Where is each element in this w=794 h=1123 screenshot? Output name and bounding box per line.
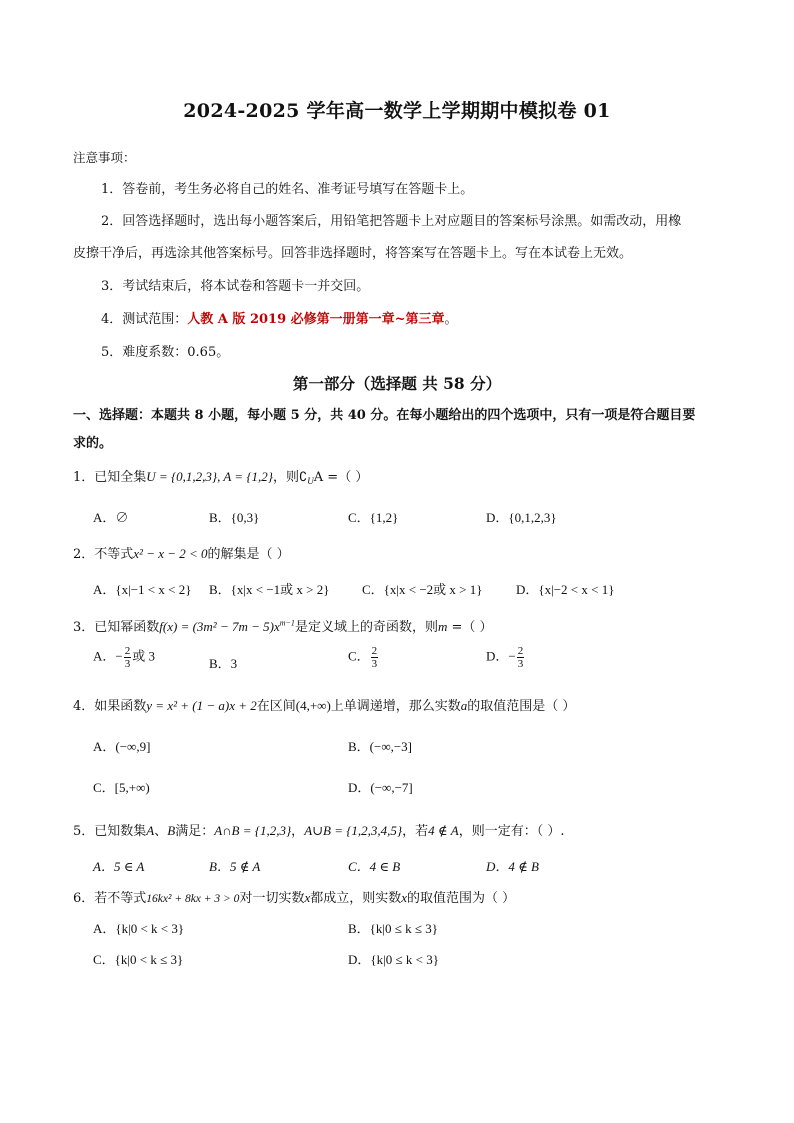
q3-text: 3．已知幂函数 (73, 620, 160, 635)
q4-text-2: 在区间 (256, 699, 296, 714)
exam-title: 2024-2025 学年高一数学上学期期中模拟卷 01 (183, 100, 611, 122)
question-2-stem (73, 543, 290, 562)
q3-a-denominator: 3 (124, 658, 131, 670)
q5-sep: 、 (154, 824, 168, 839)
notice-item-4-prefix: 4．测试范围： (101, 312, 188, 327)
q5-set-a: A (146, 823, 155, 838)
instructions-line-1: 一、选择题：本题共 8 小题，每小题 5 分，共 40 分。在每小题给出的四个选项中，只有一项是符合题目要 (73, 408, 696, 423)
test-scope-range: 人教 A 版 2019 必修第一册第一章~第三章 (187, 312, 445, 327)
q5-option-b: B．5 ∉ A (209, 859, 261, 874)
q6-inequality: 16kx² + 8kx + 3 > 0 (146, 893, 240, 905)
q3-a-numerator: 2 (124, 645, 131, 657)
notice-item-4 (101, 310, 458, 330)
q4-option-c: C．[5,+∞) (93, 780, 150, 795)
q6-text-4: 的取值范围为（ ） (407, 891, 516, 906)
q3-d-numerator: 2 (517, 645, 524, 657)
q3-d-prefix: D．− (486, 648, 516, 664)
q2-option-c: C．{x|x < −2或 x > 1} (362, 582, 483, 597)
q5-option-a: A．5 ∈ A (93, 859, 145, 874)
notice-heading: 注意事项： (73, 150, 136, 165)
q2-text: 2．不等式 (73, 547, 134, 562)
question-1-stem (73, 466, 368, 486)
section-title: 第一部分（选择题 共 58 分） (292, 374, 502, 393)
q3-function: f(x) = (3m² − 7m − 5)x (159, 619, 280, 634)
instructions-line-2: 求的。 (73, 436, 113, 451)
question-6-stem (73, 887, 515, 906)
q1-sets: U = {0,1,2,3}, A = {1,2} (146, 469, 273, 484)
q5-text: 5．已知数集 (73, 824, 147, 839)
q3-option-d (486, 645, 525, 670)
notice-item-2-line-1: 2．回答选择题时，选出每小题答案后，用铅笔把答题卡上对应题目的答案标号涂黑。如需改动，用橡 (101, 214, 682, 229)
q3-c-prefix: C． (348, 648, 370, 664)
q3-c-fraction (371, 645, 379, 670)
q5-set-b: B (167, 823, 176, 838)
q3-d-denominator: 3 (517, 658, 524, 670)
q1-option-c: C．{1,2} (348, 510, 399, 525)
notice-item-2-line-2: 皮擦干净后，再选涂其他答案标号。回答非选择题时，将答案写在答题卡上。写在本试卷上无效。 (73, 246, 633, 261)
notice-item-1: 1．答卷前，考生务必将自己的姓名、准考证号填写在答题卡上。 (101, 182, 474, 197)
q4-option-b: B．(−∞,−3] (348, 739, 413, 754)
q3-c-numerator: 2 (371, 645, 378, 657)
q6-option-c: C．{k|0 < k ≤ 3} (93, 952, 184, 967)
q2-inequality: x² − x − 2 < 0 (133, 546, 208, 561)
q5-text-4: ，则一定有：（ ）. (458, 824, 565, 839)
q5-option-c: C．4 ∈ B (348, 859, 401, 874)
q3-d-fraction (517, 645, 525, 670)
q2-text-2: 的解集是（ ） (207, 547, 290, 562)
q3-a-prefix: A．− (93, 648, 123, 664)
q1-option-b: B．{0,3} (209, 510, 260, 525)
q4-text-3: 上单调递增，那么实数 (330, 699, 461, 714)
q6-variable: x (304, 890, 311, 905)
q3-text-3: =（ ） (447, 620, 493, 635)
q1-text: 1．已知全集 (73, 470, 147, 485)
q3-option-b: B．3 (209, 656, 238, 671)
q5-text-3: ，若 (402, 824, 429, 839)
q4-option-d: D．(−∞,−7] (348, 780, 413, 795)
q4-variable: a (460, 698, 468, 713)
q4-option-a: A．(−∞,9] (93, 739, 151, 754)
q6-option-a: A．{k|0 < k < 3} (93, 921, 185, 936)
q3-option-a (93, 645, 155, 670)
q5-option-d: D．4 ∉ B (486, 859, 539, 874)
q3-exponent: m−1 (279, 618, 295, 628)
q4-text-4: 的取值范围是（ ） (467, 699, 576, 714)
q4-interval: (4,+∞) (295, 698, 331, 713)
notice-item-5: 5．难度系数：0.65。 (101, 345, 230, 360)
q2-option-a: A．{x|−1 < x < 2} (93, 582, 192, 597)
notice-item-4-suffix: 。 (444, 312, 458, 327)
complement-subscript: U (307, 476, 314, 486)
complement-symbol: ∁ (299, 469, 308, 484)
question-4-stem (73, 695, 575, 714)
question-5-stem (73, 820, 565, 839)
q3-option-c (348, 645, 379, 670)
q6-variable-2: x (401, 890, 408, 905)
q1-text-3: A =（ ） (313, 470, 369, 485)
q3-text-2: 是定义域上的奇函数，则 (294, 620, 438, 635)
q1-option-d: D．{0,1,2,3} (486, 510, 557, 525)
q6-option-b: B．{k|0 ≤ k ≤ 3} (348, 921, 439, 936)
q1-option-a: A．∅ (93, 510, 129, 525)
q5-comma: ， (291, 824, 305, 839)
q4-function: y = x² + (1 − a)x + 2 (146, 698, 257, 713)
q3-variable: m (437, 619, 448, 634)
q2-option-d: D．{x|−2 < x < 1} (516, 582, 615, 597)
q3-a-fraction (124, 645, 132, 670)
question-3-stem (73, 616, 493, 635)
q5-union: A∪B = {1,2,3,4,5} (304, 823, 403, 838)
q1-text-2: ，则 (272, 470, 299, 485)
q3-a-suffix: 或 3 (132, 648, 155, 664)
notice-item-3: 3．考试结束后，将本试卷和答题卡一并交回。 (101, 279, 370, 294)
q4-text: 4．如果函数 (73, 699, 147, 714)
q5-condition: 4 ∉ A (428, 823, 459, 838)
q6-text: 6．若不等式 (73, 891, 147, 906)
q6-option-d: D．{k|0 ≤ k < 3} (348, 952, 439, 967)
q2-option-b: B．{x|x < −1或 x > 2} (209, 582, 330, 597)
q6-text-2: 对一切实数 (239, 891, 305, 906)
q6-text-3: 都成立，则实数 (310, 891, 402, 906)
q3-c-denominator: 3 (371, 658, 378, 670)
q5-intersection: A∩B = {1,2,3} (214, 823, 292, 838)
q5-text-2: 满足： (175, 824, 215, 839)
